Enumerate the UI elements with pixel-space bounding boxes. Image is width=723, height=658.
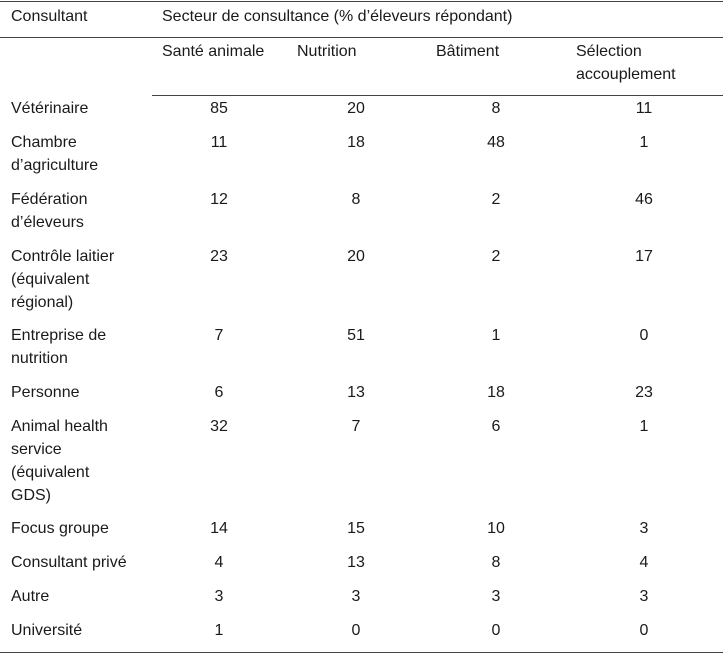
table-cell-value: 11 [210, 134, 228, 151]
table-cell-value: 17 [635, 248, 653, 265]
subheader-rule [152, 95, 723, 96]
table-cell-value: 0 [639, 622, 649, 639]
consultant-line: d’agriculture [11, 157, 99, 174]
column-header-batiment [436, 40, 499, 63]
table-cell-value: 1 [639, 418, 649, 435]
consultant-line: Focus groupe [11, 520, 109, 537]
table-cell-value: 0 [491, 622, 501, 639]
table-cell-value: 48 [487, 134, 505, 151]
consultant-line: nutrition [11, 350, 68, 367]
table-cell-value: 15 [347, 520, 365, 537]
table-cell-value: 3 [351, 588, 361, 605]
table-cell-value: 18 [487, 384, 505, 401]
consultant-line: régional) [11, 294, 74, 311]
table-cell-value: 23 [210, 248, 228, 265]
table-cell-value: 8 [491, 100, 501, 117]
table-cell-value: 23 [635, 384, 653, 401]
consultant-line: Autre [11, 588, 50, 605]
table-cell-value: 18 [347, 134, 365, 151]
consultant-line: Contrôle laitier [11, 248, 115, 265]
column-header-line: Sélection [576, 43, 642, 60]
row-consultant-label [11, 619, 142, 642]
consultant-line: (équivalent [11, 464, 90, 481]
row-consultant-label [11, 415, 142, 507]
column-header-line: Bâtiment [436, 43, 500, 60]
consultant-line: GDS) [11, 487, 51, 504]
row-consultant-label [11, 131, 142, 177]
table-cell-value: 0 [351, 622, 361, 639]
table-cell-value: 6 [214, 384, 224, 401]
table-cell-value: 3 [491, 588, 501, 605]
column-header-line: Nutrition [297, 43, 357, 60]
consultant-line: service [11, 441, 62, 458]
table-cell-value: 4 [639, 554, 649, 571]
table-cell-value: 3 [639, 520, 649, 537]
consultant-line: Fédération [11, 191, 88, 208]
row-consultant-label [11, 517, 142, 540]
table-cell-value: 20 [347, 248, 365, 265]
table-cell-value: 4 [214, 554, 224, 571]
column-header-sante [162, 40, 264, 63]
table-cell-value: 1 [491, 327, 501, 344]
row-consultant-label [11, 188, 142, 234]
bottom-rule [0, 652, 723, 653]
row-consultant-label [11, 381, 142, 404]
column-header-line: accouplement [576, 66, 676, 83]
consultant-line: Personne [11, 384, 80, 401]
table-cell-value: 6 [491, 418, 501, 435]
table-cell-value: 12 [210, 191, 228, 208]
table-cell-value: 7 [351, 418, 361, 435]
group-header: Secteur de consultance (% d’éleveurs répondant) [162, 8, 513, 25]
table-cell-value: 13 [347, 384, 365, 401]
column-header-line: Santé animale [162, 43, 265, 60]
row-consultant-label [11, 97, 142, 120]
top-rule [0, 1, 723, 2]
consultant-line: Université [11, 622, 83, 639]
table-cell-value: 46 [635, 191, 653, 208]
consultant-line: (équivalent [11, 271, 90, 288]
table-cell-value: 32 [210, 418, 228, 435]
table-cell-value: 20 [347, 100, 365, 117]
consultant-line: Animal health [11, 418, 108, 435]
table-cell-value: 10 [487, 520, 505, 537]
row-consultant-label [11, 551, 142, 574]
table-cell-value: 8 [351, 191, 361, 208]
table-cell-value: 2 [491, 248, 501, 265]
table-cell-value: 13 [347, 554, 365, 571]
corner-header: Consultant [11, 8, 88, 25]
consultant-line: Consultant privé [11, 554, 127, 571]
table-cell-value: 7 [214, 327, 224, 344]
row-consultant-label [11, 245, 142, 314]
table-cell-value: 1 [214, 622, 224, 639]
consultant-line: Chambre [11, 134, 77, 151]
table-cell-value: 85 [210, 100, 228, 117]
header-rule [0, 37, 723, 38]
table-cell-value: 3 [639, 588, 649, 605]
table-cell-value: 2 [491, 191, 501, 208]
table-cell-value: 11 [635, 100, 653, 117]
row-consultant-label [11, 585, 142, 608]
table-cell-value: 51 [347, 327, 365, 344]
consultant-line: Entreprise de [11, 327, 107, 344]
row-consultant-label [11, 324, 142, 370]
table-cell-value: 1 [639, 134, 649, 151]
table-cell-value: 8 [491, 554, 501, 571]
table-cell-value: 3 [214, 588, 224, 605]
consultant-line: d’éleveurs [11, 214, 84, 231]
table-cell-value: 0 [639, 327, 649, 344]
column-header-selection [576, 40, 676, 86]
consultant-line: Vétérinaire [11, 100, 89, 117]
column-header-nutrition [297, 40, 357, 63]
table-cell-value: 14 [210, 520, 228, 537]
